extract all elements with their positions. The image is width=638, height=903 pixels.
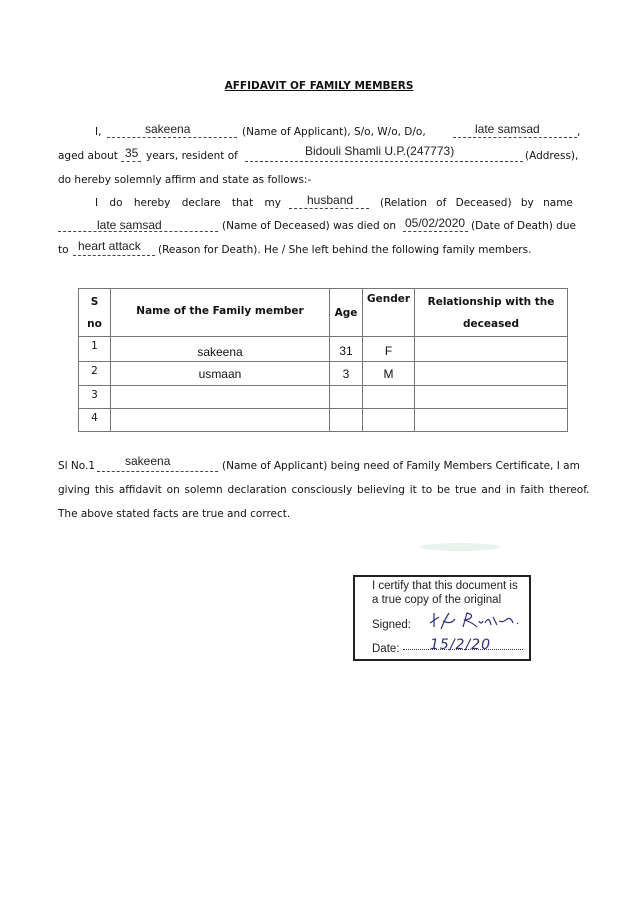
relative-name-value: late samsad — [475, 122, 540, 136]
row-name: sakeena — [111, 337, 330, 362]
row-age — [330, 409, 363, 432]
header-age: Age — [330, 289, 363, 337]
text-solemnly: do hereby solemnly affirm and state as follows:- — [58, 174, 312, 186]
table-row — [79, 337, 568, 362]
header-sno-top: S — [90, 295, 99, 308]
table-header-row — [79, 289, 568, 337]
handwritten-signature — [425, 609, 525, 633]
stamp-signed-label: Signed: — [372, 619, 412, 631]
text-relation: (Relation of Deceased) by name — [380, 197, 573, 209]
applicant-name-value: sakeena — [145, 122, 191, 136]
row-no: 1 — [79, 337, 111, 362]
header-name: Name of the Family member — [111, 289, 330, 337]
row-age — [330, 386, 363, 409]
date-of-death-value: 05/02/2020 — [405, 216, 466, 230]
handwritten-date: 15/2/20 — [430, 637, 491, 653]
text-date-death: (Date of Death) due — [471, 220, 576, 232]
applicant-blank — [107, 137, 237, 138]
deceased-name-value: late samsad — [97, 218, 162, 232]
certification-stamp — [353, 575, 531, 661]
text-to: to — [58, 244, 69, 256]
row-no: 4 — [79, 409, 111, 432]
row-gender — [363, 409, 415, 432]
row-name: usmaan — [111, 362, 330, 386]
row-no: 3 — [79, 386, 111, 409]
document-title: AFFIDAVIT OF FAMILY MEMBERS — [224, 80, 414, 92]
stamp-line2: a true copy of the original — [372, 594, 502, 606]
age-blank — [121, 161, 141, 162]
date-blank — [403, 231, 468, 232]
header-sno — [79, 289, 111, 337]
text-name-of-applicant: (Name of Applicant), S/o, W/o, D/o, — [242, 126, 426, 138]
row-gender: M — [363, 362, 415, 386]
row-relation — [415, 362, 568, 386]
reason-blank — [73, 255, 155, 256]
text-aged-about: aged about — [58, 150, 118, 162]
stamp-date-label: Date: — [372, 643, 400, 655]
reason-value: heart attack — [78, 239, 141, 253]
family-members-table — [78, 288, 568, 432]
header-gender: Gender — [363, 289, 415, 337]
text-name-deceased: (Name of Deceased) was died on — [222, 220, 397, 232]
row-name — [111, 409, 330, 432]
row-gender: F — [363, 337, 415, 362]
row-age: 3 — [330, 362, 363, 386]
text-reason: (Reason for Death). He / She left behind the following family members. — [158, 244, 532, 256]
text-sl-no: Sl No.1 — [58, 460, 96, 472]
sl-applicant-value: sakeena — [125, 454, 171, 468]
row-gender — [363, 386, 415, 409]
text-years-resident: years, resident of — [146, 150, 238, 162]
faint-mark — [420, 543, 500, 551]
row-relation — [415, 337, 568, 362]
text-closing-line3: The above stated facts are true and correct. — [58, 508, 291, 520]
relation-value: husband — [307, 193, 354, 207]
address-value: Bidouli Shamli U.P.(247773) — [305, 144, 455, 158]
text-i: I, — [95, 126, 102, 138]
text-declare: I do hereby declare that my — [95, 197, 281, 209]
table-row — [79, 362, 568, 386]
header-relationship-bottom: deceased — [463, 317, 519, 330]
table-row — [79, 409, 568, 432]
text-closing-line1: (Name of Applicant) being need of Family Members Certificate, I am — [222, 460, 580, 472]
age-value: 35 — [125, 146, 139, 160]
header-sno-bottom: no — [87, 317, 102, 330]
row-no: 2 — [79, 362, 111, 386]
stamp-line1: I certify that this document is — [372, 580, 518, 592]
row-name — [111, 386, 330, 409]
address-blank — [245, 161, 523, 162]
row-relation — [415, 386, 568, 409]
text-closing-line2: giving this affidavit on solemn declaration consciously believing it to be true and in faith thereof. — [58, 484, 590, 496]
comma: , — [577, 126, 581, 138]
table-row — [79, 386, 568, 409]
relation-blank — [289, 208, 369, 209]
text-address: (Address), — [525, 150, 579, 162]
sl-applicant-blank — [97, 471, 218, 472]
row-age: 31 — [330, 337, 363, 362]
header-relationship — [415, 289, 568, 337]
header-relationship-top: Relationship with the — [427, 295, 555, 308]
row-relation — [415, 409, 568, 432]
relative-blank — [453, 137, 577, 138]
